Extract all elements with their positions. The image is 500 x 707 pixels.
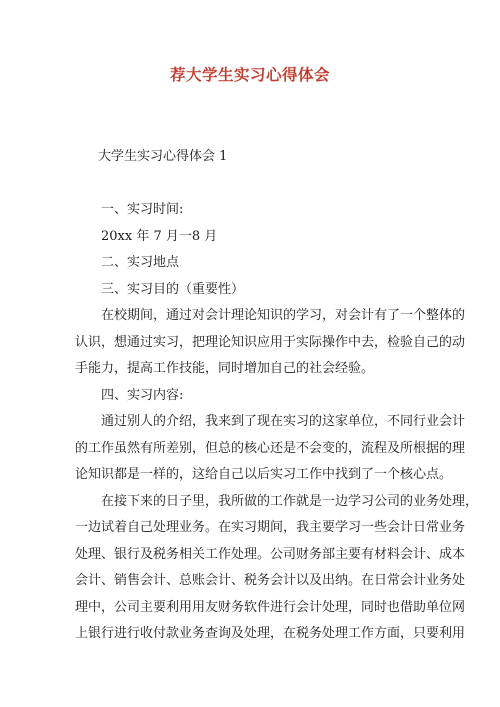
internship-date: 20xx 年 7 月一8 月 (101, 228, 218, 244)
section-heading-content: 四、实习内容: (101, 387, 184, 403)
paragraph-line: 论知识都是一样的，这给自己以后实习工作中找到了一个核心点。 (75, 467, 453, 482)
paragraph-line: 会计、销售会计、总账会计、税务会计以及出纳。在日常会计业务处 (75, 573, 466, 588)
paragraph-line: 认识，想通过实习，把理论知识应用于实际操作中去，检验自己的动 (75, 334, 466, 350)
section-heading-purpose: 三、实习目的（重要性） (101, 281, 245, 297)
document-subtitle: 大学生实习心得体会 1 (98, 149, 228, 164)
paragraph-line: 的工作虽然有所差别，但总的核心还是不会变的，流程及所根据的理 (75, 440, 466, 456)
paragraph-line: 在校期间，通过对会计理论知识的学习，对会计有了一个整体的 (101, 308, 466, 323)
document-title: 荐大学生实习心得体会 (169, 65, 330, 84)
paragraph-line: 处理、银行及税务相关工作处理。公司财务部主要有材料会计、成本 (75, 546, 466, 562)
paragraph-line: 通过别人的介绍，我来到了现在实习的这家单位，不同行业会计 (101, 414, 466, 429)
section-heading-time: 一、实习时间: (101, 202, 184, 217)
section-heading-location: 二、实习地点 (101, 255, 180, 270)
paragraph-line: 理中，公司主要利用用友财务软件进行会计处理，同时也借助单位网 (75, 599, 466, 615)
paragraph-line: 一边试着自己处理业务。在实习期间，我主要学习一些会计日常业务 (75, 520, 466, 535)
paragraph-line: 手能力，提高工作技能，同时增加自己的社会经验。 (75, 361, 375, 376)
document-body (75, 197, 479, 648)
paragraph-line: 上银行进行收付款业务查询及处理，在税务处理工作方面，只要利用 (75, 626, 466, 641)
paragraph-line: 在接下来的日子里，我所做的工作就是一边学习公司的业务处理， (101, 493, 479, 509)
